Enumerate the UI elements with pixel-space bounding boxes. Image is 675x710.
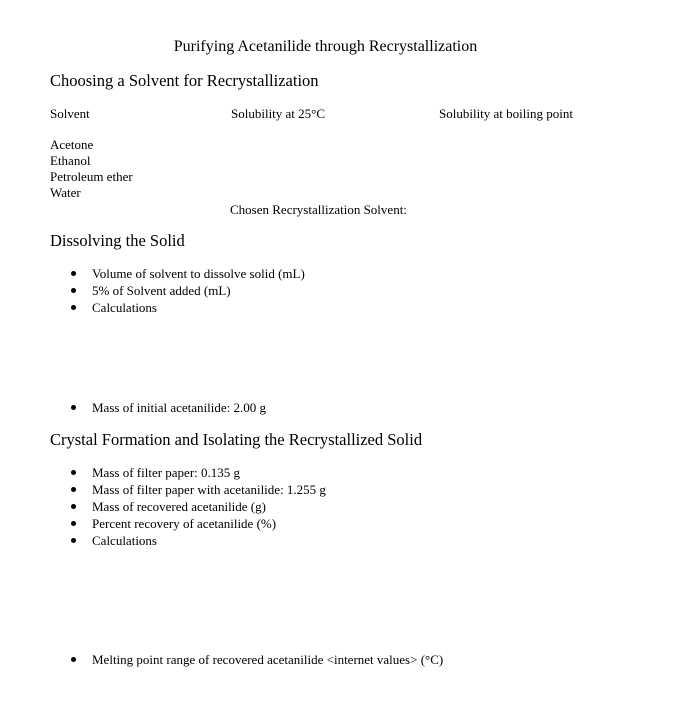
document-title <box>0 38 675 56</box>
list-item-filter-paper-mass: Mass of filter paper: 0.135 g <box>50 464 326 481</box>
document-title-text: Purifying Acetanilide through Recrystallization <box>173 38 478 55</box>
column-header-solvent: Solvent <box>50 106 90 121</box>
list-item-filter-paper-with-acetanilide: Mass of filter paper with acetanilide: 1.255 g <box>50 481 326 498</box>
list-item-solvent-5pct: 5% of Solvent added (mL) <box>50 282 305 299</box>
column-header-solubility-25c: Solubility at 25°C <box>231 106 326 121</box>
solvent-water: Water <box>50 185 81 200</box>
list-item-recovered-mass: Mass of recovered acetanilide (g) <box>50 498 326 515</box>
section-heading-crystal: Crystal Formation and Isolating the Recrystallized Solid <box>50 430 423 449</box>
list-item-calculations: Calculations <box>50 532 326 549</box>
list-item-solvent-volume: Volume of solvent to dissolve solid (mL) <box>50 265 305 282</box>
solvent-ethanol: Ethanol <box>50 153 91 168</box>
section-heading-dissolving: Dissolving the Solid <box>50 231 185 250</box>
solvent-list <box>50 137 133 201</box>
list-item-melting-point: Melting point range of recovered acetanilide <internet values> (°C) <box>50 651 443 668</box>
list-item-initial-mass: Mass of initial acetanilide: 2.00 g <box>50 399 266 416</box>
solvent-petroleum-ether: Petroleum ether <box>50 169 133 184</box>
list-item-percent-recovery: Percent recovery of acetanilide (%) <box>50 515 326 532</box>
initial-mass-list <box>50 399 266 416</box>
column-header-solubility-boiling: Solubility at boiling point <box>439 106 573 121</box>
crystal-list <box>50 464 326 549</box>
dissolving-list <box>50 265 305 316</box>
section-heading-solvent: Choosing a Solvent for Recrystallization <box>50 71 319 90</box>
solvent-acetone: Acetone <box>50 137 94 152</box>
chosen-solvent-label: Chosen Recrystallization Solvent: <box>230 202 407 217</box>
melting-point-list <box>50 651 443 668</box>
list-item-calculations: Calculations <box>50 299 305 316</box>
